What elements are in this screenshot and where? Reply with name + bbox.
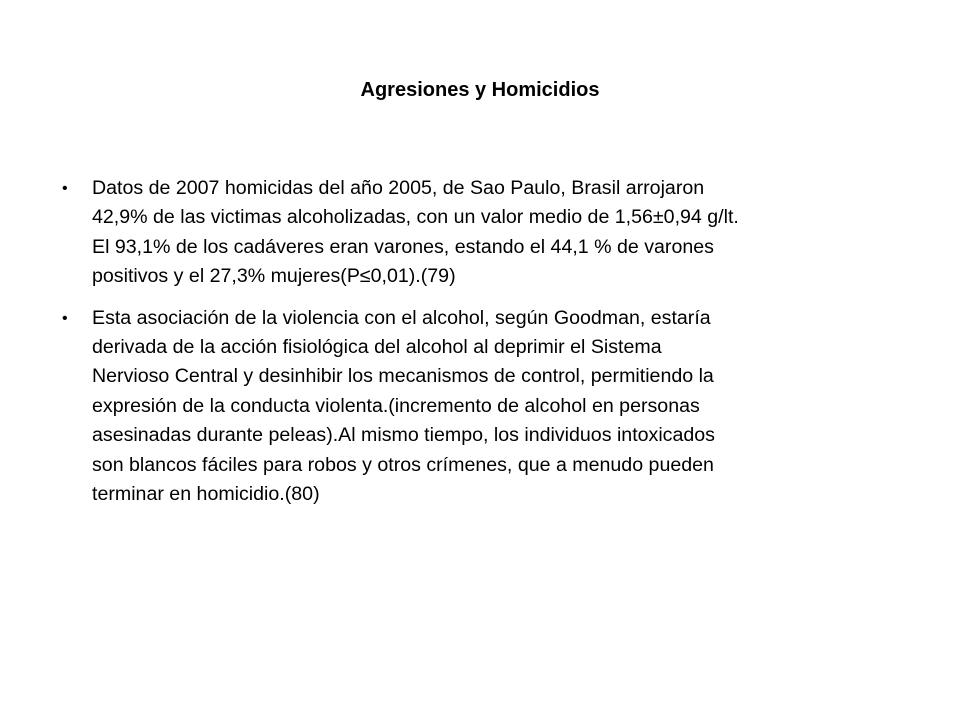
bullet-line: terminar en homicidio.(80) bbox=[92, 483, 320, 506]
bullet-line: asesinadas durante peleas).Al mismo tiempo, los individuos intoxicados bbox=[92, 424, 715, 447]
bullet-line: positivos y el 27,3% mujeres(P≤0,01).(79) bbox=[92, 265, 456, 288]
bullet-line: Datos de 2007 homicidas del año 2005, de Sao Paulo, Brasil arrojaron bbox=[92, 177, 705, 199]
bullet-item-homicide-data bbox=[56, 174, 916, 292]
bullet-line: expresión de la conducta violenta.(incremento de alcohol en personas bbox=[92, 394, 700, 417]
bullet-line: Nervioso Central y desinhibir los mecanismos de control, permitiendo la bbox=[92, 365, 714, 388]
bullet-list bbox=[56, 174, 916, 521]
bullet-line: son blancos fáciles para robos y otros crímenes, que a menudo pueden bbox=[92, 453, 714, 476]
bullet-line: Esta asociación de la violencia con el alcohol, según Goodman, estaría bbox=[92, 306, 711, 329]
slide-title: Agresiones y Homicidios bbox=[360, 79, 600, 101]
bullet-item-violence-association bbox=[56, 304, 916, 510]
bullet-icon: • bbox=[62, 180, 68, 197]
bullet-line: 42,9% de las victimas alcoholizadas, con un valor medio de 1,56±0,94 g/lt. bbox=[92, 206, 739, 229]
bullet-icon: • bbox=[62, 309, 68, 327]
bullet-line: El 93,1% de los cadáveres eran varones, estando el 44,1 % de varones bbox=[92, 235, 714, 258]
bullet-line: derivada de la acción fisiológica del alcohol al deprimir el Sistema bbox=[92, 336, 662, 359]
